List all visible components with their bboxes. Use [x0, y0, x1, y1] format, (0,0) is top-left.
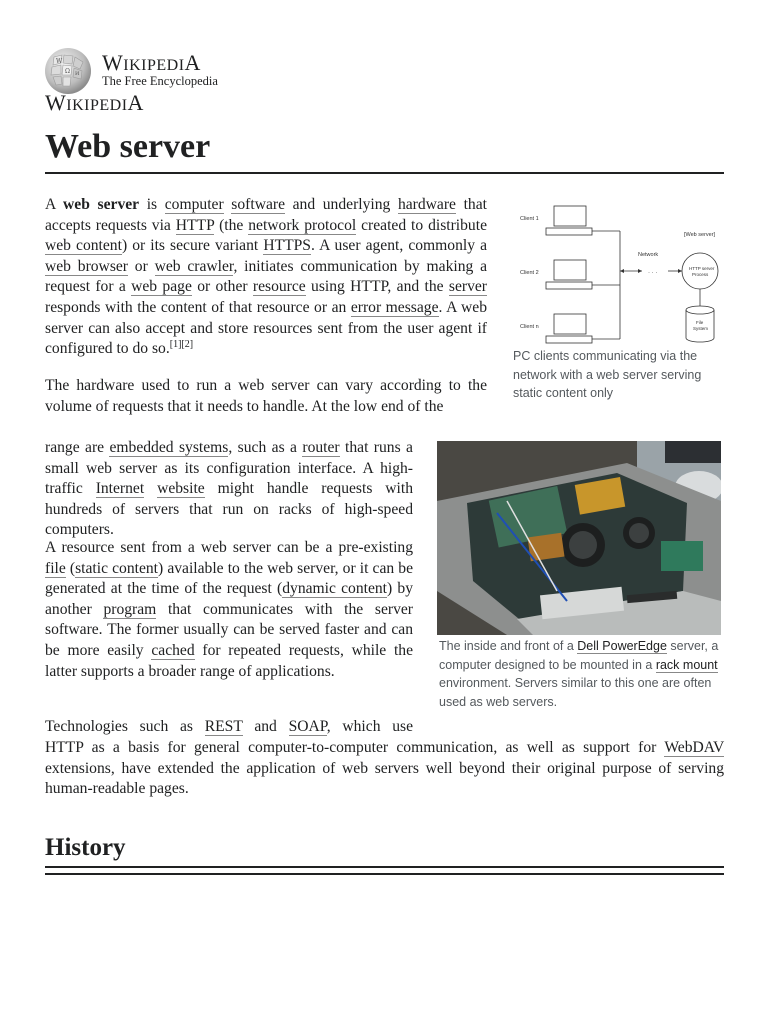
client-2-base — [546, 282, 592, 289]
link-web-crawler[interactable]: web crawler — [154, 257, 234, 275]
link-hardware[interactable]: hardware — [397, 196, 456, 213]
link-https[interactable]: HTTPS — [263, 237, 311, 255]
history-divider — [45, 866, 724, 868]
wordmark-letter: A — [184, 50, 201, 75]
link-server[interactable]: server — [448, 278, 487, 296]
hardware-paragraph-part1: The hardware used to run a web server can vary according to the volume of requests that it needs to handle. At the low end of the — [45, 377, 487, 415]
link-dell-poweredge[interactable]: Dell PowerEdge — [577, 639, 667, 653]
link-error-message[interactable]: error message — [350, 298, 439, 316]
file-system-label-line1: File — [696, 320, 704, 325]
link-software[interactable]: software — [231, 196, 285, 213]
client-2-monitor — [554, 260, 586, 280]
wikipedia-wordmark[interactable] — [102, 50, 201, 76]
wikipedia-tagline: The Free Encyclopedia — [102, 74, 218, 88]
file-system-label-line2: System — [693, 326, 709, 331]
http-server-process-node — [682, 253, 718, 289]
client-1-base — [546, 228, 592, 235]
technologies-paragraph-part2: HTTP as a basis for general computer-to-computer communication, as well as support for WebDAV extensions, have extended the application of web servers well beyond their original purpose of serving human-readable pages. — [45, 739, 724, 798]
network-label: Network — [638, 252, 659, 258]
link-rest[interactable]: REST — [204, 718, 243, 735]
link-network-protocol[interactable]: network protocol — [248, 216, 357, 234]
link-computer[interactable]: computer — [164, 196, 224, 213]
http-server-label-line1: HTTP server — [689, 266, 715, 271]
citation-1[interactable]: [1] — [169, 338, 182, 350]
wordmark-letter: A — [127, 90, 144, 115]
link-internet[interactable]: Internet — [95, 480, 145, 498]
wikipedia-wordmark-secondary — [45, 90, 144, 116]
hardware-paragraph-part2: range are embedded systems, such as a router that runs a small web server as its configuration interface. A high-traffic Internet website might handle requests with hundreds of servers that run on racks of high-speed computers. — [45, 439, 414, 539]
technologies-paragraph-part1: Technologies such as REST and SOAP, which use — [45, 718, 414, 735]
wordmark-letters: IKIPEDI — [123, 57, 185, 74]
dell-poweredge-server-photo[interactable] — [437, 441, 721, 635]
client-n-monitor — [554, 314, 586, 334]
web-server-label: [Web server] — [684, 232, 716, 238]
link-rack-mount[interactable]: rack mount — [655, 657, 718, 672]
intro-paragraph: A web server is computer software and underlying hardware that accepts requests via HTTP (the network protocol created to distribute web content) or its secure variant HTTPS. A user agent, commonly a web browser or web crawler, initiates communication by making a request for a web page or other resource using HTTP, and the server responds with the content of that resource or an error message. A web server can also accept and store resources sent from the user agent if configured to do so.[1][2] — [45, 196, 488, 358]
svg-text:W: W — [56, 58, 63, 65]
client-2-label: Client 2 — [520, 270, 539, 276]
client-server-diagram[interactable] — [510, 198, 724, 346]
link-webdav[interactable]: WebDAV — [664, 739, 724, 756]
link-router[interactable]: router — [302, 439, 340, 456]
client-n-base — [546, 336, 592, 343]
diagram-caption: PC clients communicating via the network with a web server serving static content only — [513, 349, 702, 400]
link-program[interactable]: program — [103, 600, 157, 618]
svg-text:И: И — [75, 71, 80, 77]
page-title: Web server — [45, 128, 211, 165]
wordmark-letter: W — [45, 90, 67, 115]
link-web-page[interactable]: web page — [131, 278, 192, 296]
svg-text:· · ·: · · · — [648, 270, 658, 276]
link-web-content[interactable]: web content — [45, 237, 122, 255]
title-divider — [45, 172, 724, 174]
link-cached[interactable]: cached — [151, 641, 195, 659]
link-dynamic-content[interactable]: dynamic content — [282, 580, 388, 598]
history-heading: History — [45, 834, 126, 861]
bold-term: web server — [63, 196, 140, 213]
history-divider-double — [45, 873, 724, 875]
client-n-label: Client n — [520, 324, 539, 330]
http-server-label-line2: Process — [692, 272, 709, 277]
link-file[interactable]: file — [45, 559, 66, 577]
server-photo-caption: The inside and front of a Dell PowerEdge server, a computer designed to be mounted in a rack mount environment. Servers similar to this one are often used as web servers. — [439, 639, 719, 709]
wordmark-letter: W — [102, 50, 124, 75]
link-resource[interactable]: resource — [252, 278, 306, 296]
link-website[interactable]: website — [157, 480, 205, 498]
citation-2[interactable]: [2] — [181, 338, 194, 350]
link-web-browser[interactable]: web browser — [45, 257, 129, 275]
client-1-monitor — [554, 206, 586, 226]
link-static-content[interactable]: static content — [75, 559, 159, 577]
client-1-label: Client 1 — [520, 216, 539, 222]
svg-text:Ω: Ω — [65, 68, 70, 75]
wordmark-letters: IKIPEDI — [66, 97, 128, 114]
link-soap[interactable]: SOAP — [288, 718, 327, 735]
wikipedia-globe-logo-icon[interactable] — [44, 47, 92, 95]
link-embedded-systems[interactable]: embedded systems — [109, 439, 229, 456]
resource-paragraph: A resource sent from a web server can be a pre-existing file (static content) available to the web server, or it can be generated at the time of the request (dynamic content) by another program that communicates with the server software. The former usually can be served faster and can be more easily cached for repeated requests, while the latter supports a broader range of applications. — [45, 539, 414, 680]
link-http[interactable]: HTTP — [175, 216, 215, 234]
